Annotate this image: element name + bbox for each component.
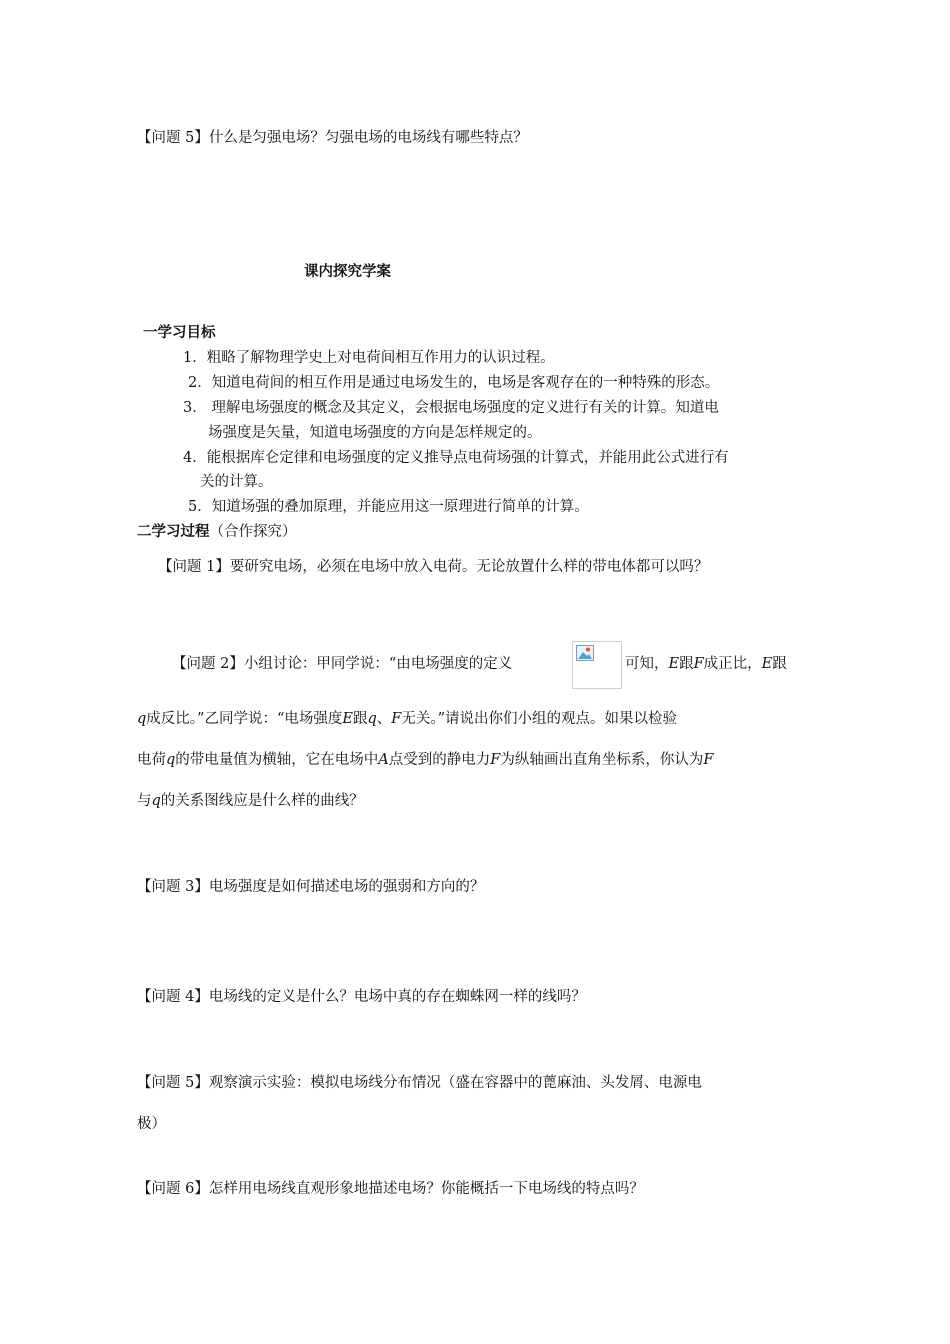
- question-2-line-2: [137, 709, 677, 729]
- q2-text-f: 成反比。”乙同学说：“电场强度: [146, 711, 343, 727]
- question-2-line-3: [137, 750, 713, 770]
- intro-question-5: 【问题 5】什么是匀强电场？匀强电场的电场线有哪些特点？: [137, 130, 528, 146]
- var-f: F: [703, 752, 714, 768]
- question-5-line-1: 【问题 5】观察演示实验：模拟电场线分布情况（盛在容器中的蓖麻油、头发屑、电源电: [137, 1075, 702, 1091]
- question-2-line-4: [137, 791, 364, 811]
- var-f: F: [693, 656, 704, 672]
- learning-process-heading-note: （合作探究）: [209, 524, 297, 540]
- var-e: E: [761, 656, 773, 672]
- q2-text-a: 【问题 2】小组讨论：甲同学说：“由电场强度的定义: [172, 656, 513, 672]
- q2-text-m: 为纵轴画出直角坐标系，你认为: [500, 752, 704, 768]
- section-title: 课内探究学案: [304, 264, 391, 280]
- q2-text-n: 与: [137, 793, 152, 809]
- question-2-line-1: [172, 654, 512, 674]
- goal-item-4: 4．能根据库仑定律和电场强度的定义推导点电荷场强的计算式，并能用此公式进行有: [183, 450, 729, 466]
- broken-image-icon: [576, 645, 594, 661]
- goal-item-1: 1．粗略了解物理学史上对电荷间相互作用力的认识过程。: [183, 350, 555, 366]
- learning-goals-heading: 一学习目标: [143, 325, 216, 341]
- var-e: E: [342, 711, 353, 727]
- question-2-line-1-end: [625, 654, 787, 674]
- var-q: q: [166, 752, 176, 768]
- var-f: F: [490, 752, 501, 768]
- q2-text-c: 跟: [679, 656, 694, 672]
- var-q: q: [151, 793, 161, 809]
- question-3: 【问题 3】电场强度是如何描述电场的强弱和方向的？: [137, 879, 485, 895]
- q2-text-g: 跟: [352, 711, 368, 727]
- var-q: q: [137, 711, 147, 727]
- q2-text-h: 、: [376, 711, 392, 727]
- question-4: 【问题 4】电场线的定义是什么？电场中真的存在蜘蛛网一样的线吗？: [137, 989, 586, 1005]
- q2-text-d: 成正比，: [703, 656, 762, 672]
- goal-item-3-cont: 场强度是矢量，知道电场强度的方向是怎样规定的。: [208, 425, 542, 441]
- learning-process-heading-bold: 二学习过程: [137, 524, 210, 540]
- goal-item-3: 3． 理解电场强度的概念及其定义，会根据电场强度的定义进行有关的计算。知道电: [183, 400, 719, 416]
- q2-text-b: 可知，: [625, 656, 669, 672]
- var-q: q: [367, 711, 377, 727]
- q2-text-l: 点受到的静电力: [388, 752, 491, 768]
- var-a: A: [378, 752, 389, 768]
- formula-image: [572, 641, 622, 689]
- goal-item-4-cont: 关的计算。: [200, 474, 273, 490]
- question-6: 【问题 6】怎样用电场线直观形象地描述电场？你能概括一下电场线的特点吗？: [137, 1181, 644, 1197]
- goal-item-2: 2．知道电荷间的相互作用是通过电场发生的，电场是客观存在的一种特殊的形态。: [188, 375, 720, 391]
- q2-text-k: 的带电量值为横轴，它在电场中: [175, 752, 379, 768]
- q2-text-i: 无关。”请说出你们小组的观点。如果以检验: [401, 711, 677, 727]
- q2-text-e: 跟: [772, 656, 787, 672]
- learning-process-heading: [137, 522, 297, 542]
- var-e: E: [668, 656, 680, 672]
- var-f: F: [391, 711, 402, 727]
- question-1: 【问题 1】要研究电场，必须在电场中放入电荷。无论放置什么样的带电体都可以吗？: [158, 559, 709, 575]
- q2-text-j: 电荷: [137, 752, 166, 768]
- question-5-line-2: 极）: [137, 1116, 166, 1132]
- q2-text-o: 的关系图线应是什么样的曲线？: [160, 793, 364, 809]
- goal-item-5: 5．知道场强的叠加原理，并能应用这一原理进行简单的计算。: [188, 499, 589, 515]
